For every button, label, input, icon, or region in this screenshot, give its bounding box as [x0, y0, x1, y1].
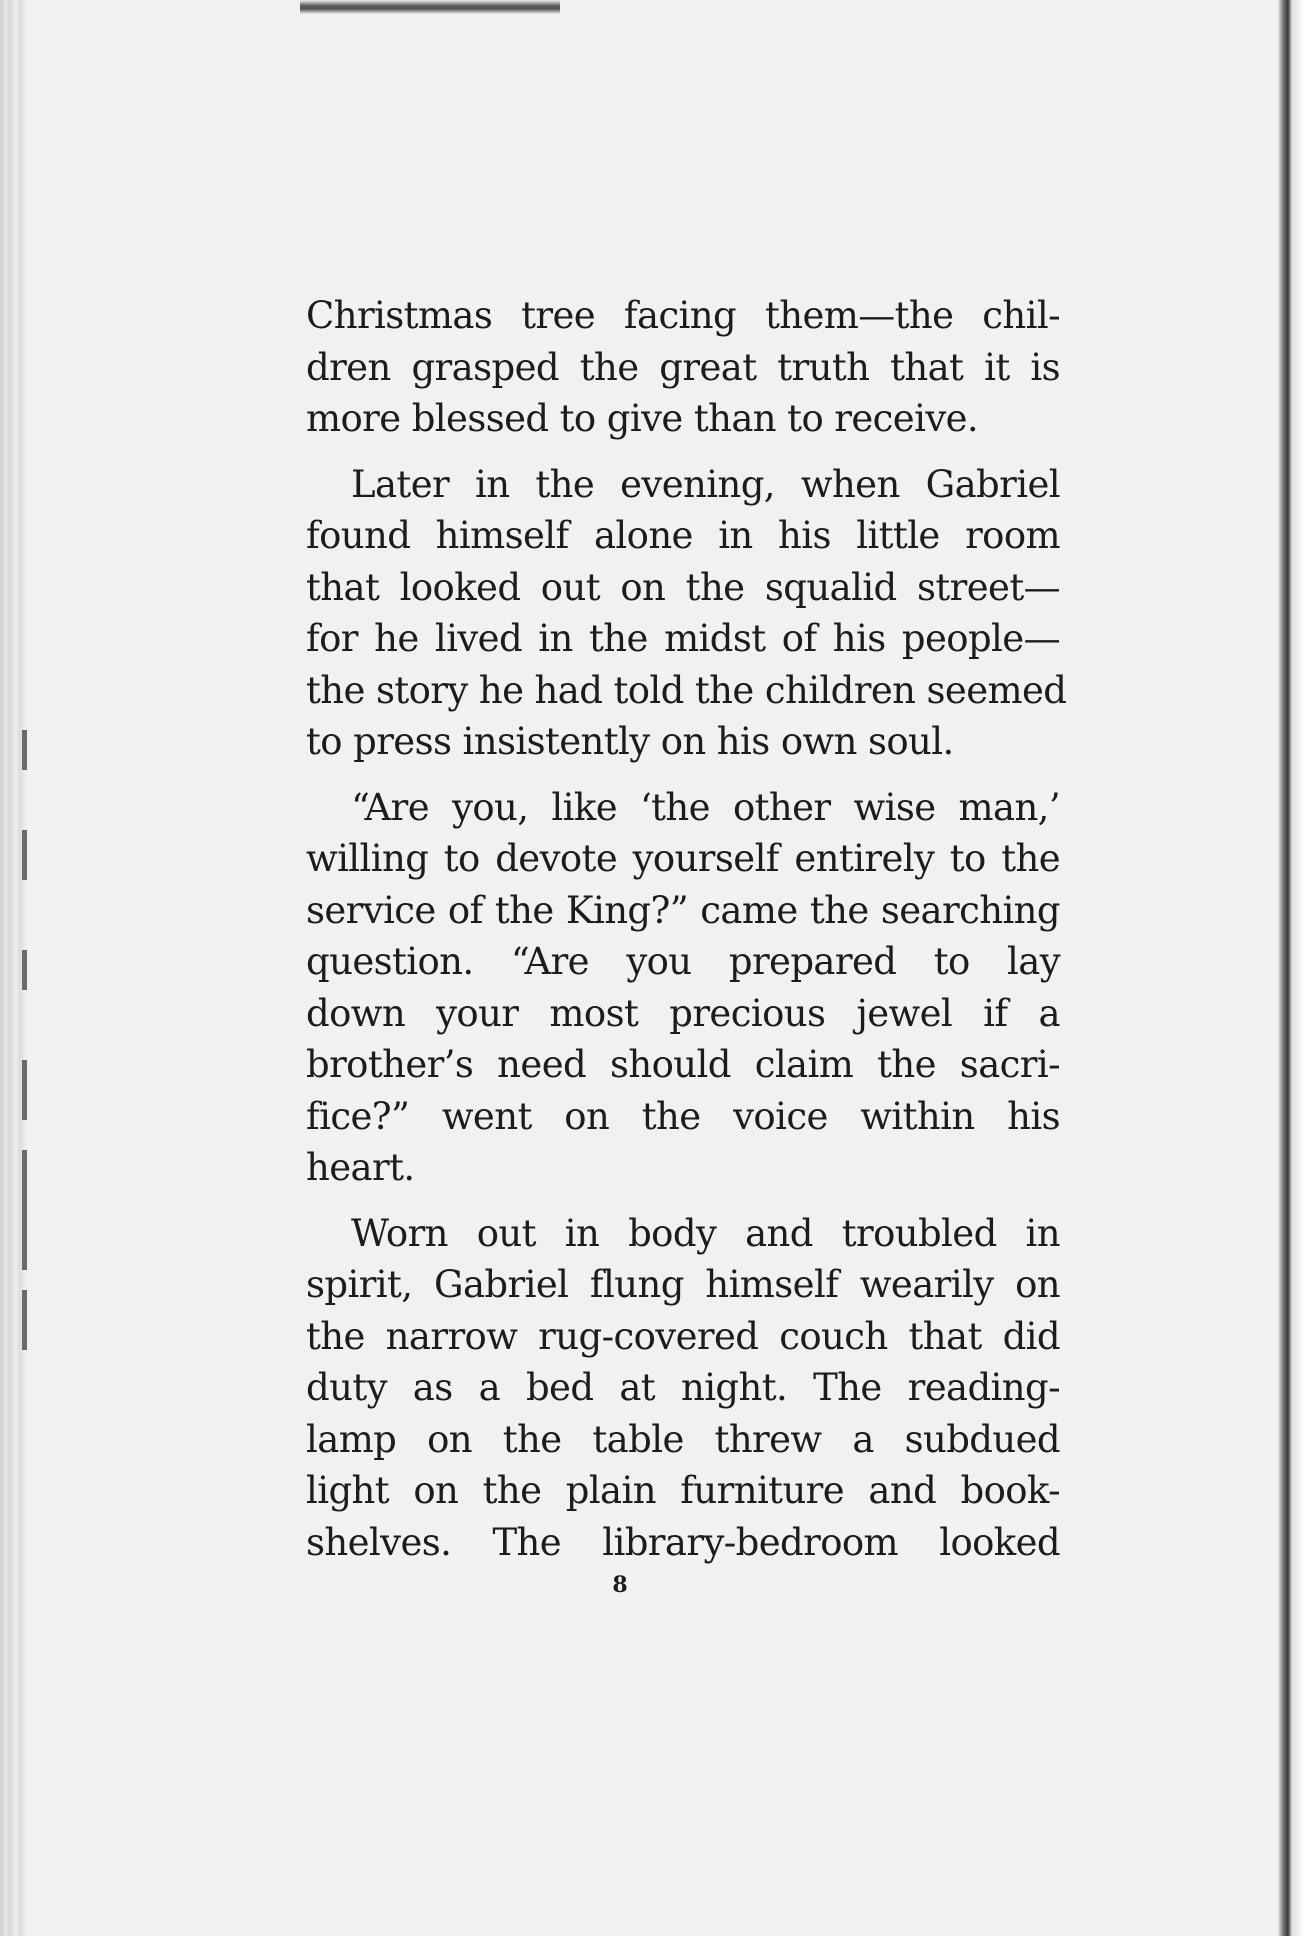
text-line: to press insistently on his own soul. [306, 720, 954, 763]
text-line: the story he had told the children seemed [306, 668, 1067, 712]
text-line: found himself alone in his little room [306, 514, 1060, 557]
text-line: heart. [306, 1146, 415, 1189]
text-line: lamp on the table threw a subdued [306, 1417, 1060, 1461]
text-line: light on the plain furniture and book- [306, 1469, 1060, 1512]
text-line: that looked out on the squalid street— [306, 565, 1060, 609]
text-line: “Are you, like ‘the other wise man,’ [351, 785, 1060, 829]
body-text [306, 290, 1067, 1582]
text-line: Later in the evening, when Gabriel [351, 462, 1060, 506]
edge-mark [22, 830, 27, 880]
text-line: Worn out in body and troubled in [351, 1211, 1060, 1255]
edge-mark [22, 1290, 27, 1350]
text-line: dren grasped the great truth that it is [306, 345, 1060, 389]
text-line: more blessed to give than to receive. [306, 397, 979, 440]
paragraph-2 [306, 459, 1067, 768]
edge-mark [22, 730, 27, 770]
text-line: willing to devote yourself entirely to the [306, 837, 1060, 880]
paragraph-4 [306, 1208, 1060, 1569]
text-line: for he lived in the midst of his people— [306, 617, 1060, 660]
paragraph-1 [306, 290, 1060, 445]
page-edge-right [1278, 0, 1304, 1936]
edge-mark [22, 1060, 27, 1120]
text-line: down your most precious jewel if a [306, 991, 1060, 1035]
text-line: duty as a bed at night. The reading- [306, 1366, 1060, 1409]
text-line: shelves. The library-bedroom looked [306, 1520, 1060, 1564]
text-line: the narrow rug-covered couch that did [306, 1314, 1060, 1358]
previous-page-text-remnant [300, 0, 560, 14]
text-line: fice?” went on the voice within his [306, 1094, 1060, 1138]
edge-mark [22, 1150, 27, 1270]
text-line: brother’s need should claim the sacri- [306, 1043, 1060, 1086]
text-line: service of the King?” came the searching [306, 888, 1060, 932]
paragraph-3 [306, 782, 1060, 1194]
edge-mark [22, 950, 27, 990]
page-number: 8 [612, 1572, 628, 1598]
text-line: spirit, Gabriel flung himself wearily on [306, 1263, 1060, 1306]
text-line: Christmas tree facing them—the chil- [306, 294, 1060, 337]
text-line: question. “Are you prepared to lay [306, 940, 1060, 983]
